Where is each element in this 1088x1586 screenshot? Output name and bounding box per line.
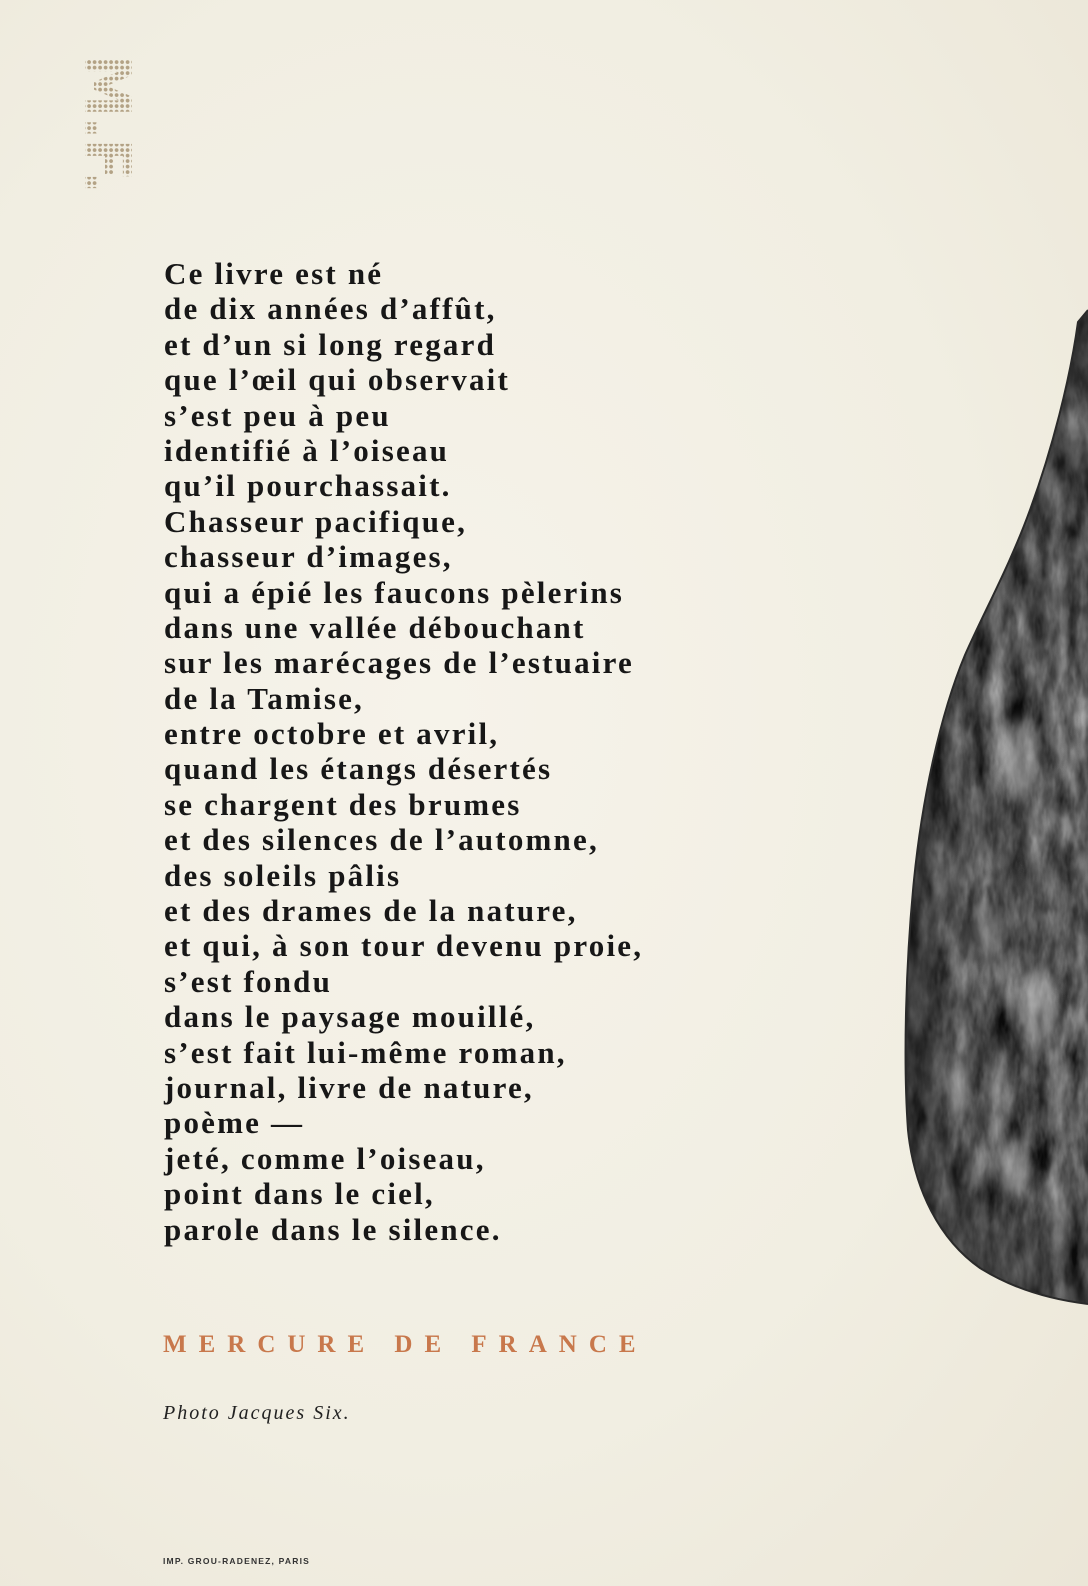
blurb-line: s’est peu à peu (164, 397, 391, 433)
blurb-line: dans le paysage mouillé, (164, 999, 536, 1035)
blurb-line: quand les étangs désertés (164, 751, 553, 787)
blurb-line: point dans le ciel, (164, 1176, 435, 1212)
blurb-line: Chasseur pacifique, (164, 503, 468, 539)
blurb-line: qu’il pourchassait. (164, 468, 452, 504)
blurb-line: et d’un si long regard (164, 326, 497, 362)
blurb-line: poème — (164, 1105, 305, 1141)
blurb-line: s’est fait lui-même roman, (164, 1034, 567, 1070)
blurb-line: que l’œil qui observait (164, 362, 510, 398)
publisher-name: MERCURE DE FRANCE (163, 1331, 648, 1358)
blurb-line: de la Tamise, (164, 680, 364, 716)
printer-imprint: IMP. GROU-RADENEZ, PARIS (163, 1556, 311, 1566)
blurb-line: et des drames de la nature, (164, 893, 578, 929)
blurb-line: chasseur d’images, (164, 539, 453, 575)
blurb-line: se chargent des brumes (164, 786, 522, 822)
blurb-line: parole dans le silence. (164, 1211, 502, 1247)
blurb-line: jeté, comme l’oiseau, (164, 1140, 486, 1176)
blurb-line: journal, livre de nature, (164, 1069, 534, 1105)
blurb-line: s’est fondu (164, 963, 333, 999)
blurb-line: sur les marécages de l’estuaire (164, 645, 634, 681)
blurb-line: entre octobre et avril, (164, 716, 500, 752)
photo-credit: Photo Jacques Six. (163, 1402, 351, 1424)
blurb-line: et des silences de l’automne, (164, 822, 599, 858)
blurb-line: et qui, à son tour devenu proie, (164, 928, 644, 964)
falcon-photo (888, 288, 1088, 1310)
blurb-line: dans une vallée débouchant (164, 609, 586, 645)
blurb-poem (164, 256, 643, 1247)
blurb-line: des soleils pâlis (164, 857, 402, 893)
blurb-line: de dix années d’affût, (164, 291, 497, 327)
blurb-line: qui a épié les faucons pèlerins (164, 574, 625, 610)
perforation-stamp: M.F. (69, 54, 143, 193)
blurb-line: Ce livre est né (164, 256, 384, 291)
blurb-line: identifié à l’oiseau (164, 432, 450, 468)
